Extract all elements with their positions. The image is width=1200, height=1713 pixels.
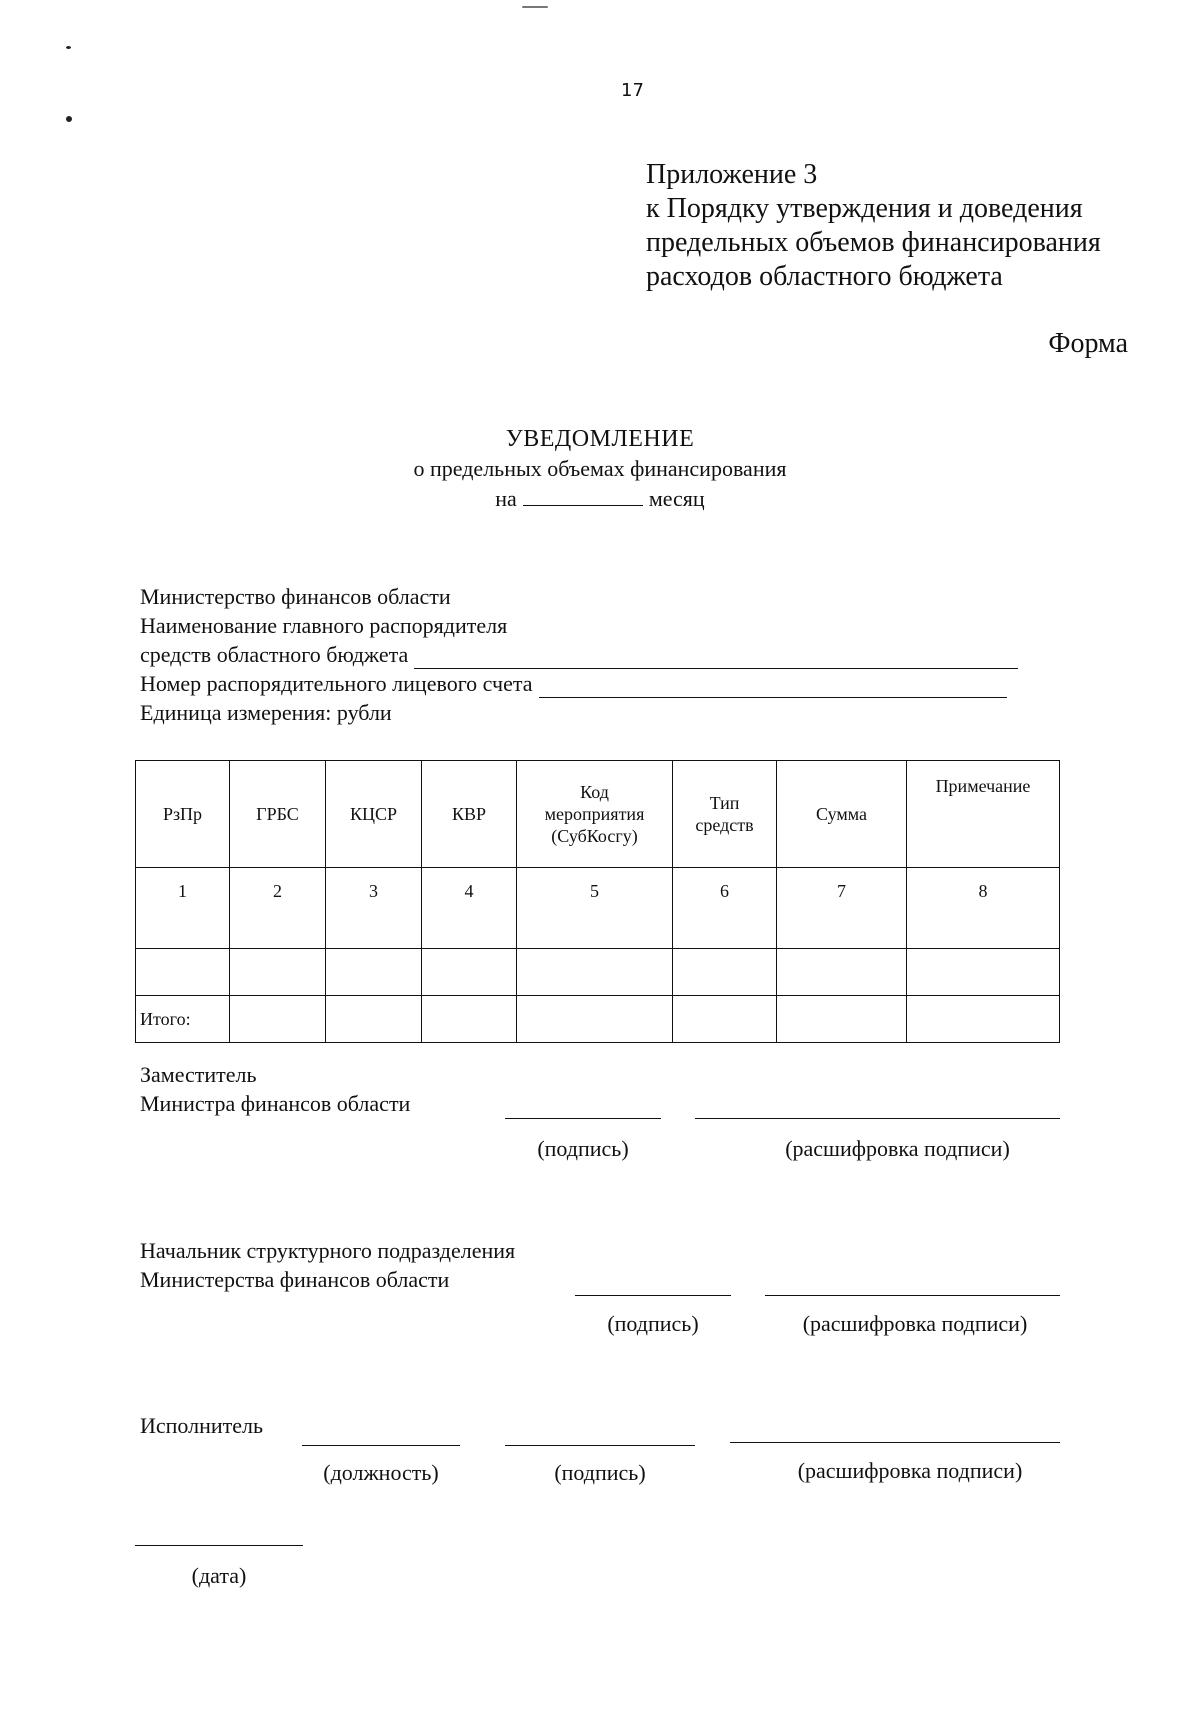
table-cell[interactable] <box>777 996 907 1043</box>
distributor-field <box>140 640 1018 669</box>
number-cell: 3 <box>326 868 422 949</box>
table-cell[interactable] <box>673 949 777 996</box>
table-row <box>136 949 1060 996</box>
distributor-blank[interactable] <box>414 650 1018 669</box>
executor-decoding-caption: (расшифровка подписи) <box>797 1458 1023 1483</box>
table-cell[interactable] <box>422 996 517 1043</box>
executor-position-caption: (должность) <box>323 1460 439 1485</box>
table-cell[interactable] <box>673 996 777 1043</box>
header-cell: РзПр <box>136 761 230 868</box>
unit-line <box>140 698 1018 727</box>
executor-signature-line[interactable] <box>505 1445 695 1446</box>
table-cell[interactable] <box>517 949 673 996</box>
deputy-signature-caption: (подпись) <box>537 1136 629 1161</box>
scan-speck <box>66 46 71 49</box>
form-label: Форма <box>1048 328 1128 359</box>
head-title <box>140 1236 515 1294</box>
table-cell[interactable] <box>777 949 907 996</box>
deputy-decoding-line[interactable] <box>695 1118 1060 1119</box>
total-label: Итого: <box>136 996 230 1043</box>
table-header-row <box>136 761 1060 868</box>
executor-title: Исполнитель <box>140 1413 264 1438</box>
table-cell[interactable] <box>907 949 1060 996</box>
account-field <box>140 669 1018 698</box>
budget-table <box>135 760 1060 1043</box>
table-cell[interactable] <box>326 996 422 1043</box>
appendix-block <box>646 158 1101 294</box>
table-cell[interactable] <box>230 996 326 1043</box>
head-decoding-caption: (расшифровка подписи) <box>802 1311 1028 1336</box>
table-cell[interactable] <box>326 949 422 996</box>
date-line[interactable] <box>135 1545 303 1546</box>
month-suffix: месяц <box>648 486 705 511</box>
unit-text: Единица измерения: рубли <box>140 700 392 725</box>
appendix-line: расходов областного бюджета <box>646 261 1003 292</box>
appendix-line: к Порядку утверждения и доведения <box>646 193 1083 224</box>
number-cell: 4 <box>422 868 517 949</box>
table-cell[interactable] <box>422 949 517 996</box>
head-line: Министерства финансов области <box>140 1267 450 1292</box>
account-text: Номер распорядительного лицевого счета <box>140 671 533 696</box>
scan-speck <box>522 6 548 8</box>
table-cell[interactable] <box>907 996 1060 1043</box>
table-cell[interactable] <box>230 949 326 996</box>
head-signature-caption: (подпись) <box>607 1311 699 1336</box>
header-type-line: Тип <box>709 793 740 813</box>
appendix-line: предельных объемов финансирования <box>646 227 1101 258</box>
header-cell-code <box>517 761 673 868</box>
number-cell: 8 <box>907 868 1060 949</box>
ministry-line <box>140 582 1018 611</box>
month-prefix: на <box>495 486 517 511</box>
distributor-line <box>140 611 1018 640</box>
number-cell: 6 <box>673 868 777 949</box>
distributor-text-2: средств областного бюджета <box>140 642 409 667</box>
header-cell: Сумма <box>777 761 907 868</box>
deputy-signature-line[interactable] <box>505 1118 661 1119</box>
head-line: Начальник структурного подразделения <box>140 1238 516 1263</box>
month-blank[interactable] <box>523 487 643 506</box>
number-cell: 7 <box>777 868 907 949</box>
table-number-row <box>136 868 1060 949</box>
deputy-title <box>140 1060 410 1118</box>
header-cell: ГРБС <box>230 761 326 868</box>
number-cell: 2 <box>230 868 326 949</box>
header-code-line: (СубКосгу) <box>551 826 638 846</box>
header-cell: КВР <box>422 761 517 868</box>
executor-position-line[interactable] <box>302 1445 460 1446</box>
header-code-line: Код <box>580 782 609 802</box>
header-type-line: средств <box>695 815 754 835</box>
executor-decoding-line[interactable] <box>730 1442 1060 1443</box>
notice-title: УВЕДОМЛЕНИЕ <box>505 426 695 452</box>
header-cell: КЦСР <box>326 761 422 868</box>
deputy-line: Министра финансов области <box>140 1091 411 1116</box>
header-cell-type <box>673 761 777 868</box>
notice-month-line <box>0 486 1200 512</box>
notice-subtitle: о предельных объемах финансирования <box>413 456 787 481</box>
appendix-line: Приложение 3 <box>646 159 818 190</box>
page-number: 17 <box>621 80 644 101</box>
table-total-row <box>136 996 1060 1043</box>
account-blank[interactable] <box>539 679 1007 698</box>
date-caption: (дата) <box>191 1563 247 1588</box>
scan-speck <box>66 116 72 122</box>
head-signature-line[interactable] <box>575 1295 731 1296</box>
table-cell[interactable] <box>136 949 230 996</box>
table-cell[interactable] <box>517 996 673 1043</box>
number-cell: 1 <box>136 868 230 949</box>
info-block <box>140 582 1018 727</box>
head-decoding-line[interactable] <box>765 1295 1060 1296</box>
number-cell: 5 <box>517 868 673 949</box>
header-cell: Примечание <box>907 761 1060 868</box>
header-code-line: мероприятия <box>544 804 645 824</box>
deputy-line: Заместитель <box>140 1062 257 1087</box>
ministry-text: Министерство финансов области <box>140 584 451 609</box>
deputy-decoding-caption: (расшифровка подписи) <box>785 1136 1010 1161</box>
executor-signature-caption: (подпись) <box>554 1460 646 1485</box>
distributor-text: Наименование главного распорядителя <box>140 613 508 638</box>
